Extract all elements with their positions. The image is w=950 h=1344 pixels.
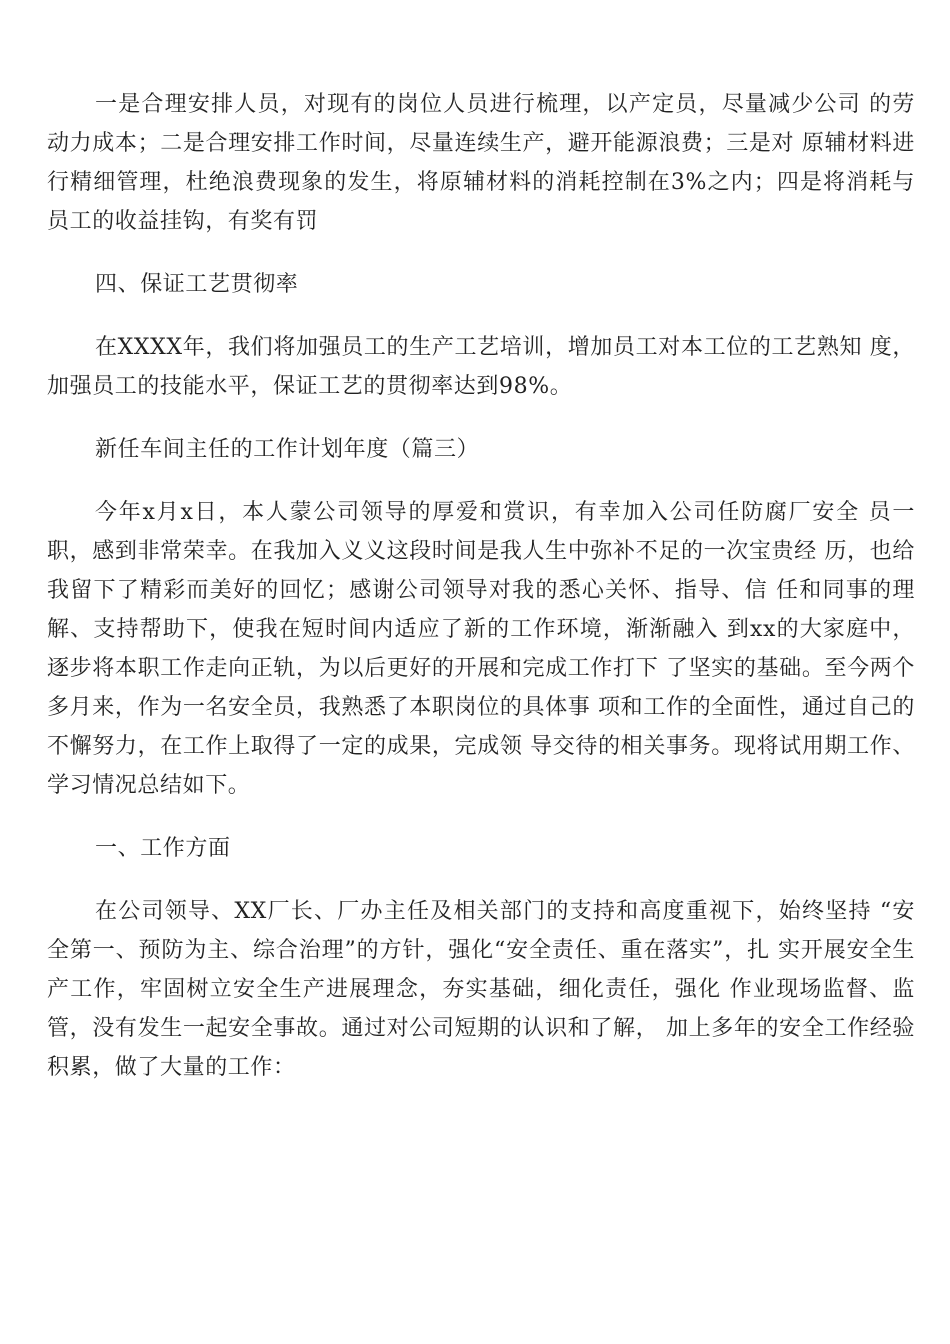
article-title-part-three: 新任车间主任的工作计划年度（篇三）	[95, 437, 480, 462]
body-paragraph-labor-cost: 一是合理安排人员，对现有的岗位人员进行梳理，以产定员，尽量减少公司 的劳动力成本；二是合理安排工作时间，尽量连续生产，避开能源浪费；三是对 原辅材料进行精细管理，杜绝浪费现象的发生，将原辅材料的消耗控制在3%之内；四是将消耗与员工的收益挂钩，有奖有罚	[47, 92, 915, 234]
section-heading-process-rate: 四、保证工艺贯彻率	[95, 272, 299, 297]
body-paragraph-training: 在XXXX年，我们将加强员工的生产工艺培训，增加员工对本工位的工艺熟知 度，加强员工的技能水平，保证工艺的贯彻率达到98%。	[47, 335, 915, 399]
body-paragraph-introduction: 今年x月x日，本人蒙公司领导的厚爱和赏识，有幸加入公司任防腐厂安全 员一职，感到非常荣幸。在我加入义义这段时间是我人生中弥补不足的一次宝贵经 历，也给我留下了精彩而美好的回忆；感谢公司领导对我的悉心关怀、指导、信 任和同事的理解、支持帮助下，使我在短时间内适应了新的工作环境，渐渐融入 到xx的大家庭中，逐步将本职工作走向正轨，为以后更好的开展和完成工作打下 了坚实的基础。至今两个多月来，作为一名安全员，我熟悉了本职岗位的具体事 项和工作的全面性，通过自己的不懈努力，在工作上取得了一定的成果，完成领 导交待的相关事务。现将试用期工作、学习情况总结如下。	[47, 500, 915, 798]
document-page	[47, 85, 915, 1087]
body-paragraph-safety-work: 在公司领导、XX厂长、厂办主任及相关部门的支持和高度重视下，始终坚持 “安全第一、预防为主、综合治理”的方针，强化“安全责任、重在落实”，扎 实开展安全生产工作，牢固树立安全生产进展理念，夯实基础，细化责任，强化 作业现场监督、监管，没有发生一起安全事故。通过对公司短期的认识和了解， 加上多年的安全工作经验积累，做了大量的工作：	[47, 899, 915, 1080]
section-heading-work: 一、工作方面	[95, 836, 231, 861]
